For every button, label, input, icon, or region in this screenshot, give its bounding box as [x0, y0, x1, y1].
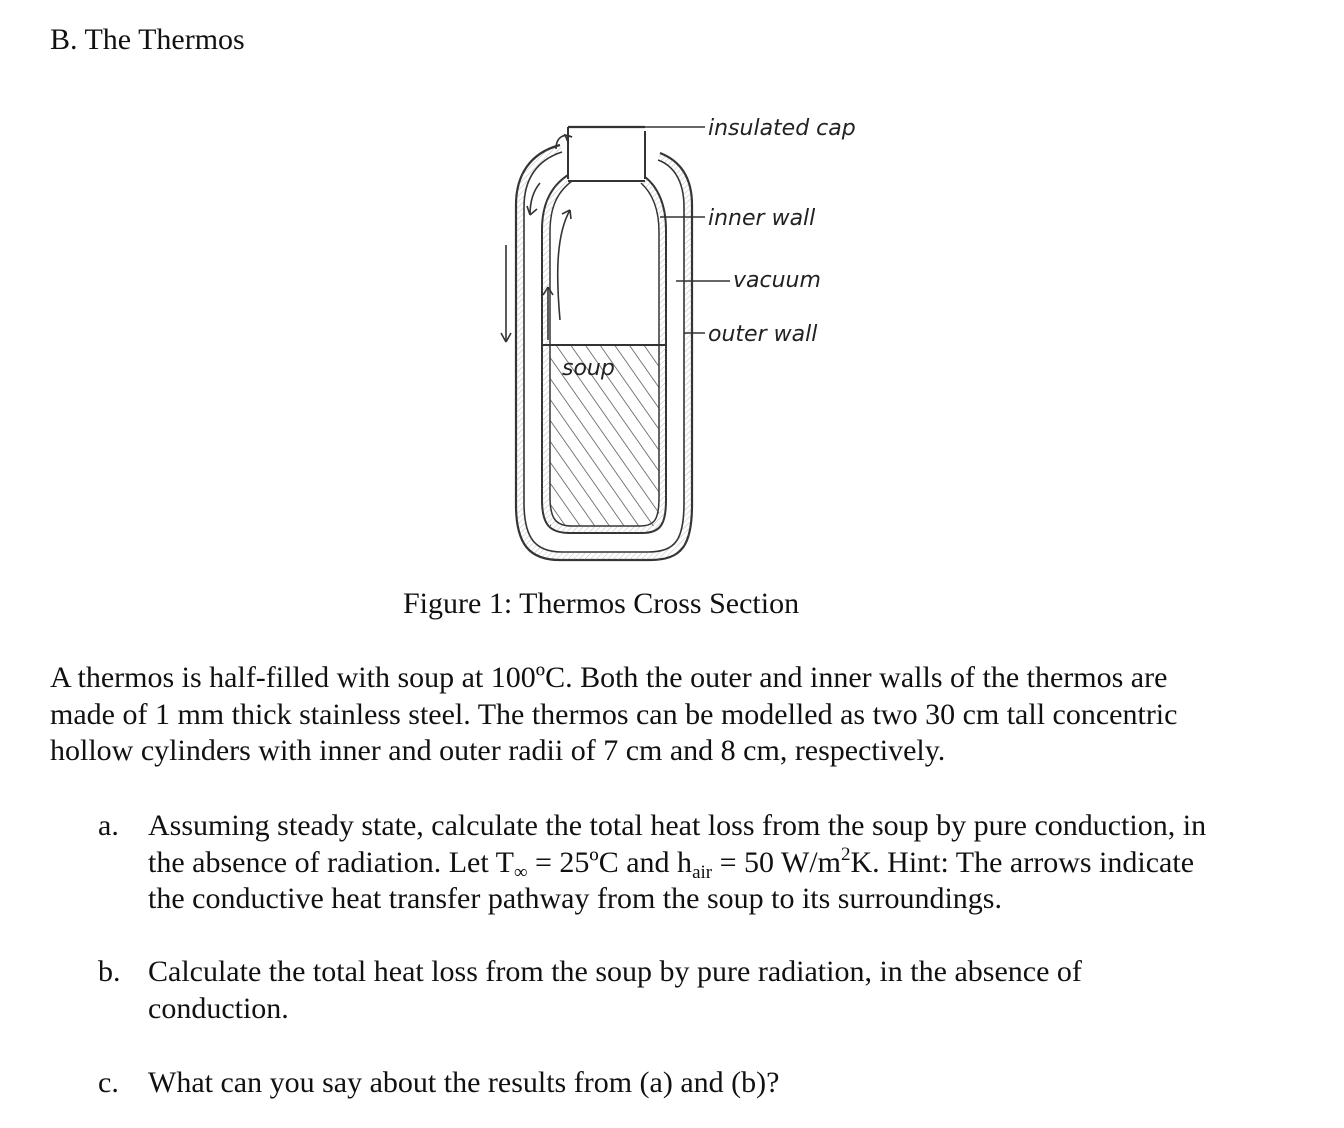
question-line: What can you say about the results from (a) and (b)? — [148, 1066, 780, 1099]
thermos-figure — [490, 105, 890, 585]
intro-line: made of 1 mm thick stainless steel. The thermos can be modelled as two 30 cm tall concentric — [50, 697, 1178, 731]
problem-intro — [50, 660, 1280, 770]
section-title: B. The Thermos — [50, 23, 245, 56]
label-insulated-cap: insulated cap — [708, 116, 856, 141]
intro-line: A thermos is half-filled with soup at 100ºC. Both the outer and inner walls of the thermos are — [50, 661, 1168, 694]
question-line: the conductive heat transfer pathway from the soup to its surroundings. — [148, 882, 1002, 915]
question-line: Calculate the total heat loss from the soup by pure radiation, in the absence of — [148, 955, 1082, 988]
label-inner-wall: inner wall — [708, 206, 816, 231]
intro-line: hollow cylinders with inner and outer radii of 7 cm and 8 cm, respectively. — [50, 734, 946, 767]
question-marker: b. — [98, 955, 121, 988]
question-line: the absence of radiation. Let $T_\infty$ = 25ºC and $h_{air} = 50$ $W/m^2K$. Hint: The arrows indicate — [148, 843, 1195, 883]
soup-label: soup — [562, 356, 615, 381]
question-marker: c. — [98, 1066, 119, 1099]
figure-caption: Figure 1: Thermos Cross Section — [403, 587, 800, 620]
label-vacuum: vacuum — [733, 268, 821, 293]
question-line: Assuming steady state, calculate the total heat loss from the soup by pure conduction, in — [148, 809, 1207, 842]
label-outer-wall: outer wall — [708, 322, 818, 347]
question-line: conduction. — [148, 991, 289, 1025]
heat-arrows — [501, 183, 571, 342]
thermos-drawing — [490, 105, 890, 585]
question-marker: a. — [98, 809, 119, 842]
